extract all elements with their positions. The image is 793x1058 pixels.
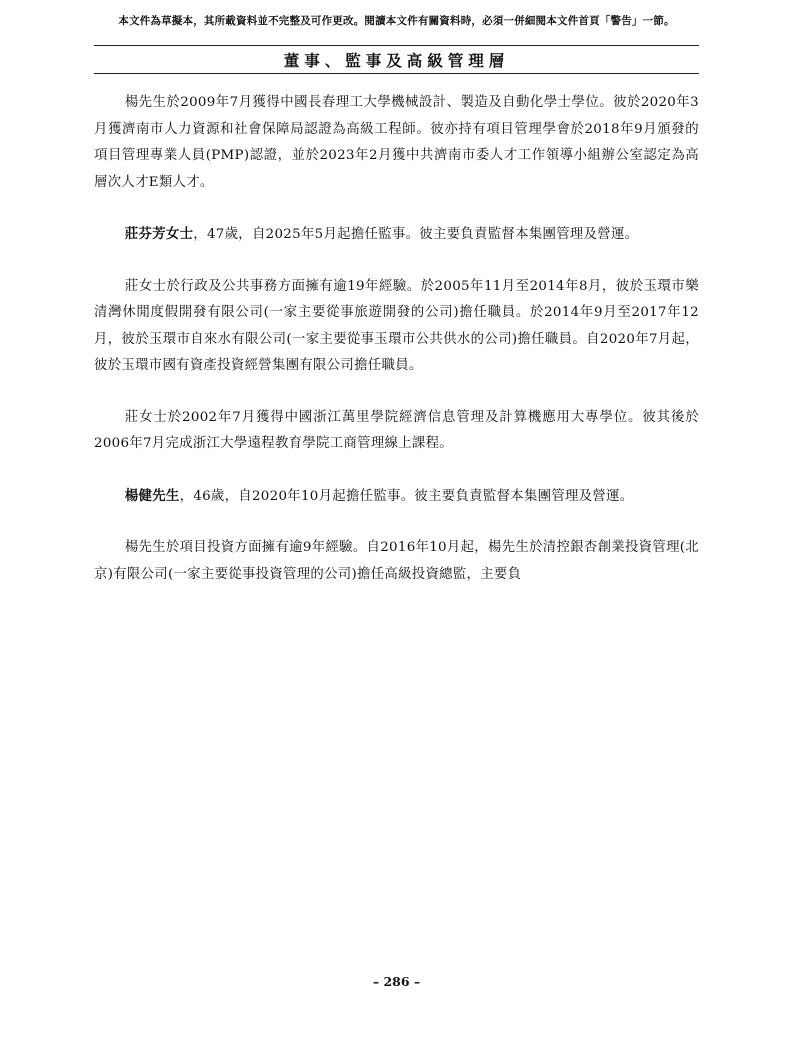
paragraph-yang-jian-intro — [94, 483, 699, 511]
paragraph-yang-jian-experience — [94, 535, 699, 588]
paragraph-text: 莊女士於2002年7月獲得中國浙江萬里學院經濟信息管理及計算機應用大專學位。彼其後於2006年7月完成浙江大學遠程教育學院工商管理線上課程。 — [94, 409, 699, 451]
paragraph-zhuang-education — [94, 405, 699, 458]
paragraph-zhuang-experience — [94, 274, 699, 380]
supervisor-name: 楊健先生 — [124, 487, 180, 504]
supervisor-name: 莊芬芳女士 — [124, 226, 194, 242]
paragraph-zhuang-intro — [94, 221, 699, 249]
paragraph-text: 楊先生於2009年7月獲得中國長春理工大學機械設計、製造及自動化學士學位。彼於2020年3月獲濟南市人力資源和社會保障局認證為高級工程師。彼亦持有項目管理學會於2018年9月頒發的項目管理專業人員(PMP)認證，並於2023年2月獲中共濟南市委人才工作領導小組辦公室認定為高層次人才E類人才。 — [94, 95, 699, 190]
paragraph-text: ，46歲，自2020年10月起擔任監事。彼主要負責監督本集團管理及營運。 — [179, 488, 634, 504]
paragraph-yang-education — [94, 90, 699, 196]
page-number: – 286 – — [372, 974, 421, 989]
draft-warning: 本文件為草擬本，其所載資料並不完整及可作更改。閱讀本文件有關資料時，必須一併細閱本文件首頁「警告」一節。 — [118, 15, 675, 27]
paragraph-text: 莊女士於行政及公共事務方面擁有逾19年經驗。於2005年11月至2014年8月，彼於玉環市樂清灣休閒度假開發有限公司(一家主要從事旅遊開發的公司)擔任職員。於2014年9月至2017年12月，彼於玉環市自來水有限公司(一家主要從事玉環市公共供水的公司)擔任職員。自2020年7月起，彼於玉環市國有資產投資經營集團有限公司擔任職員。 — [94, 278, 699, 373]
paragraph-text: 楊先生於項目投資方面擁有逾9年經驗。自2016年10月起，楊先生於清控銀杏創業投資管理(北京)有限公司(一家主要從事投資管理的公司)擔任高級投資總監，主要負 — [94, 540, 699, 582]
section-title: 董事、監事及高級管理層 — [283, 51, 510, 70]
document-body — [94, 90, 699, 613]
paragraph-text: ，47歲，自2025年5月起擔任監事。彼主要負責監督本集團管理及營運。 — [193, 227, 639, 242]
title-rule-bottom — [94, 73, 699, 74]
title-rule-top — [94, 45, 699, 46]
